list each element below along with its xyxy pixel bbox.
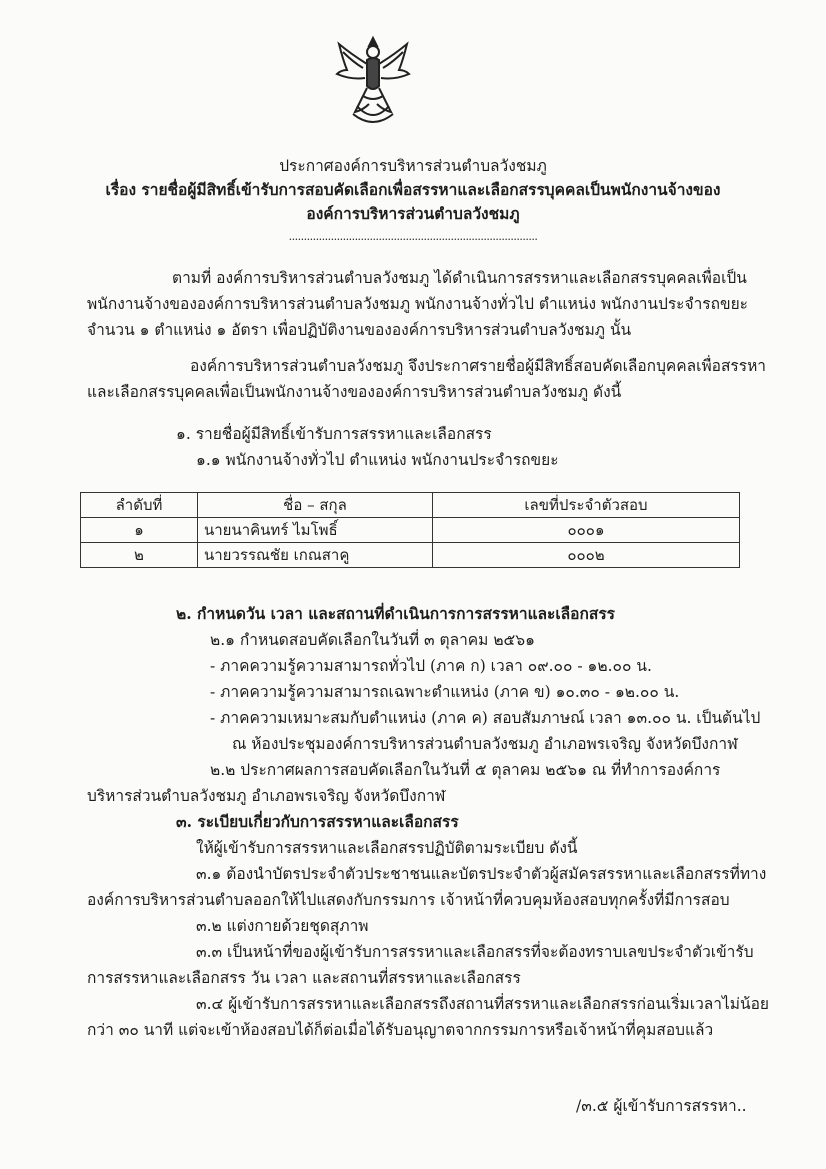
column-header-order: ลำดับที่: [81, 493, 198, 518]
cell-order: ๑: [81, 518, 198, 543]
cell-exam-id: ๐๐๐๒: [433, 543, 740, 568]
paragraph1-line2: พนักงานจ้างขององค์การบริหารส่วนตำบลวังชมภู พนักงานจ้างทั่วไป ตำแหน่ง พนักงานประจำรถขยะ: [87, 295, 749, 313]
page-continuation: /๓.๕ ผู้เข้ารับการสรรหา..: [576, 1097, 747, 1115]
section2-line1: ๒.๑ กำหนดสอบคัดเลือกในวันที่ ๓ ตุลาคม ๒๕๖๑: [210, 631, 535, 649]
paragraph2-line2: และเลือกสรรบุคคลเพื่อเป็นพนักงานจ้างขององค์การบริหารส่วนตำบลวังชมภู ดังนี้: [87, 383, 622, 401]
column-header-exam-id: เลขที่ประจำตัวสอบ: [433, 493, 740, 518]
column-header-name: ชื่อ – สกุล: [198, 493, 433, 518]
section3-line8: กว่า ๓๐ นาที แต่จะเข้าห้องสอบได้ก็ต่อเมื่อได้รับอนุญาตจากกรรมการหรือเจ้าหน้าที่คุมสอบแล้ว: [87, 1021, 714, 1039]
cell-order: ๒: [81, 543, 198, 568]
subject-line: เรื่อง รายชื่อผู้มีสิทธิ์เข้ารับการสอบคัดเลือกเพื่อสรรหาและเลือกสรรบุคคลเป็นพนักงานจ้างของ: [105, 180, 721, 199]
section1-heading: ๑. รายชื่อผู้มีสิทธิ์เข้ารับการสรรหาและเลือกสรร: [176, 425, 492, 443]
announcement-title: ประกาศองค์การบริหารส่วนตำบลวังชมภู: [279, 157, 547, 175]
section3-line7: ๓.๔ ผู้เข้ารับการสรรหาและเลือกสรรถึงสถานที่สรรหาและเลือกสรรก่อนเริ่มเวลาไม่น้อย: [196, 995, 769, 1013]
section3-line2: ๓.๑ ต้องนำบัตรประจำตัวประชาชนและบัตรประจำตัวผู้สมัครสรรหาและเลือกสรรที่ทาง: [196, 865, 767, 883]
section3-line6: การสรรหาและเลือกสรร วัน เวลา และสถานที่สรรหาและเลือกสรร: [87, 969, 521, 987]
section3-line1: ให้ผู้เข้ารับการสรรหาและเลือกสรรปฏิบัติตามระเบียบ ดังนี้: [196, 839, 578, 857]
table-row: [81, 543, 740, 568]
section2-line5: ณ ห้องประชุมองค์การบริหารส่วนตำบลวังชมภู อำเภอพรเจริญ จังหวัดบึงกาฬ: [232, 735, 738, 753]
cell-name: นายนาคินทร์ ไมโพธิ์: [198, 518, 433, 543]
garuda-emblem-icon: [333, 30, 413, 130]
cell-name: นายวรรณชัย เกณสาคู: [198, 543, 433, 568]
candidate-table: [80, 492, 740, 568]
section2-line6: ๒.๒ ประกาศผลการสอบคัดเลือกในวันที่ ๕ ตุลาคม ๒๕๖๑ ณ ที่ทำการองค์การ: [210, 761, 721, 779]
paragraph1-line1: ตามที่ องค์การบริหารส่วนตำบลวังชมภู ได้ดำเนินการสรรหาและเลือกสรรบุคคลเพื่อเป็น: [172, 269, 747, 287]
separator-dots: ...................................................................................: [288, 230, 538, 243]
section2-line3: - ภาคความรู้ความสามารถเฉพาะตำแหน่ง (ภาค ข) ๑๐.๓๐ - ๑๒.๐๐ น.: [210, 683, 680, 701]
cell-exam-id: ๐๐๐๑: [433, 518, 740, 543]
section1-subheading: ๑.๑ พนักงานจ้างทั่วไป ตำแหน่ง พนักงานประจำรถขยะ: [196, 451, 559, 469]
subject-line-2: องค์การบริหารส่วนตำบลวังชมภู: [306, 204, 520, 223]
section2-line7: บริหารส่วนตำบลวังชมภู อำเภอพรเจริญ จังหวัดบึงกาฬ: [87, 787, 446, 805]
table-row: [81, 518, 740, 543]
section3-line5: ๓.๓ เป็นหน้าที่ของผู้เข้ารับการสรรหาและเลือกสรรที่จะต้องทราบเลขประจำตัวเข้ารับ: [196, 943, 754, 961]
section2-line2: - ภาคความรู้ความสามารถทั่วไป (ภาค ก) เวลา ๐๙.๐๐ - ๑๒.๐๐ น.: [210, 657, 652, 675]
section2-heading: ๒. กำหนดวัน เวลา และสถานที่ดำเนินการการสรรหาและเลือกสรร: [176, 604, 615, 623]
section3-heading: ๓. ระเบียบเกี่ยวกับการสรรหาและเลือกสรร: [176, 812, 459, 831]
table-header-row: [81, 493, 740, 518]
section3-line4: ๓.๒ แต่งกายด้วยชุดสุภาพ: [196, 917, 369, 935]
section2-line4: - ภาคความเหมาะสมกับตำแหน่ง (ภาค ค) สอบสัมภาษณ์ เวลา ๑๓.๐๐ น. เป็นต้นไป: [210, 709, 761, 727]
section3-line3: องค์การบริหารส่วนตำบลออกให้ไปแสดงกับกรรมการ เจ้าหน้าที่ควบคุมห้องสอบทุกครั้งที่มีการสอบ: [87, 891, 730, 909]
paragraph1-line3: จำนวน ๑ ตำแหน่ง ๑ อัตรา เพื่อปฏิบัติงานขององค์การบริหารส่วนตำบลวังชมภู นั้น: [87, 321, 632, 339]
paragraph2-line1: องค์การบริหารส่วนตำบลวังชมภู จึงประกาศรายชื่อผู้มีสิทธิ์สอบคัดเลือกบุคคลเพื่อสรรหา: [190, 357, 766, 375]
